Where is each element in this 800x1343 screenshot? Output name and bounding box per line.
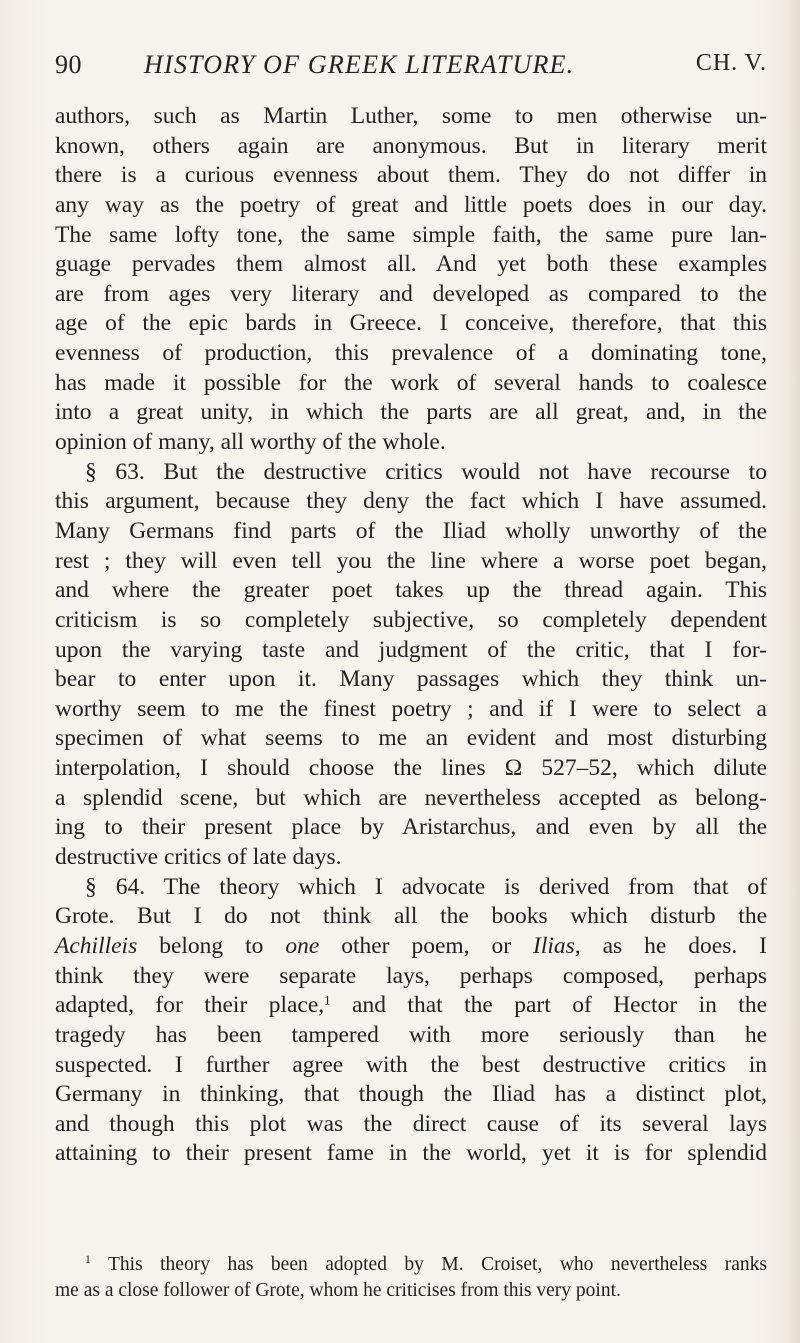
text-line-mixed: Achilleis belong to one other poem, or Ilias, as he does. I [55, 932, 767, 959]
text-line: age of the epic bards in Greece. I conceive, therefore, that this [55, 310, 767, 337]
text-line: there is a curious evenness about them. They do not differ in [55, 162, 767, 189]
chapter-label: CH. V. [695, 50, 767, 76]
text-line: known, others again are anonymous. But in literary merit [55, 132, 767, 159]
footnote-marker: 1 [85, 1252, 91, 1266]
text-line-mixed: adapted, for their place,$^1$ and that the part of Hector in the [55, 992, 767, 1019]
italic-one: one [285, 932, 320, 959]
text-line: upon the varying taste and judgment of the critic, that I for- [55, 636, 767, 663]
footnotes [55, 1252, 767, 1304]
text-line: worthy seem to me the finest poetry ; and if I were to select a [55, 695, 767, 722]
footnote-line: $^1$ This theory has been adopted by M. Croiset, who nevertheless ranks [85, 1252, 767, 1275]
text-line: a splendid scene, but which are nevertheless accepted as belong- [55, 784, 767, 811]
text-line: criticism is so completely subjective, so completely dependent [55, 606, 767, 633]
text-line: ing to their present place by Aristarchus, and even by all the [55, 814, 767, 841]
italic-ilias: Ilias, [533, 932, 581, 959]
text-line: any way as the poetry of great and little poets does in our day. [55, 191, 767, 218]
text-line: evenness of production, this prevalence of a dominating tone, [55, 340, 767, 367]
text-line: and though this plot was the direct cause of its several lays [55, 1110, 767, 1137]
text-line: Germany in thinking, that though the Iliad has a distinct plot, [55, 1081, 767, 1108]
section-63-start: § 63. But the destructive critics would not have recourse to [85, 458, 767, 485]
text-line: Grote. But I do not think all the books which disturb the [55, 903, 767, 930]
text-line: rest ; they will even tell you the line where a worse poet began, [55, 547, 767, 574]
text-line: tragedy has been tampered with more seriously than he [55, 1021, 767, 1048]
paragraph-end-line: destructive critics of late days. [55, 844, 342, 871]
text-line: think they were separate lays, perhaps composed, perhaps [55, 962, 767, 989]
running-title: HISTORY OF GREEK LITERATURE. [144, 50, 575, 79]
text-line: into a great unity, in which the parts are all great, and, in the [55, 399, 767, 426]
paragraph-end-line: opinion of many, all worthy of the whole. [55, 429, 446, 456]
text-line: interpolation, I should choose the lines Ω 527–52, which dilute [55, 755, 767, 782]
body-text [55, 102, 767, 1169]
text-line: attaining to their present fame in the world, yet it is for splendid [55, 1140, 767, 1167]
text-line: Many Germans find parts of the Iliad wholly unworthy of the [55, 517, 767, 544]
page-header [55, 50, 767, 90]
text-line: has made it possible for the work of several hands to coalesce [55, 369, 767, 396]
text-line: bear to enter upon it. Many passages which they think un- [55, 666, 767, 693]
text-line: The same lofty tone, the same simple faith, the same pure lan- [55, 221, 767, 248]
page-number: 90 [55, 50, 82, 79]
footnote-line: me as a close follower of Grote, whom he criticises from this very point. [55, 1280, 621, 1301]
italic-achilleis: Achilleis [55, 932, 138, 959]
text-line: specimen of what seems to me an evident and most disturbing [55, 725, 767, 752]
footnote-ref: 1 [324, 992, 331, 1008]
text-line: are from ages very literary and developed as compared to the [55, 280, 767, 307]
text-line: suspected. I further agree with the best destructive critics in [55, 1051, 767, 1078]
text-line: guage pervades them almost all. And yet both these examples [55, 251, 767, 278]
text-line: this argument, because they deny the fact which I have assumed. [55, 488, 767, 515]
section-64-start: § 64. The theory which I advocate is derived from that of [85, 873, 767, 900]
text-line: and where the greater poet takes up the thread again. This [55, 577, 767, 604]
text-line: authors, such as Martin Luther, some to men otherwise un- [55, 103, 767, 129]
